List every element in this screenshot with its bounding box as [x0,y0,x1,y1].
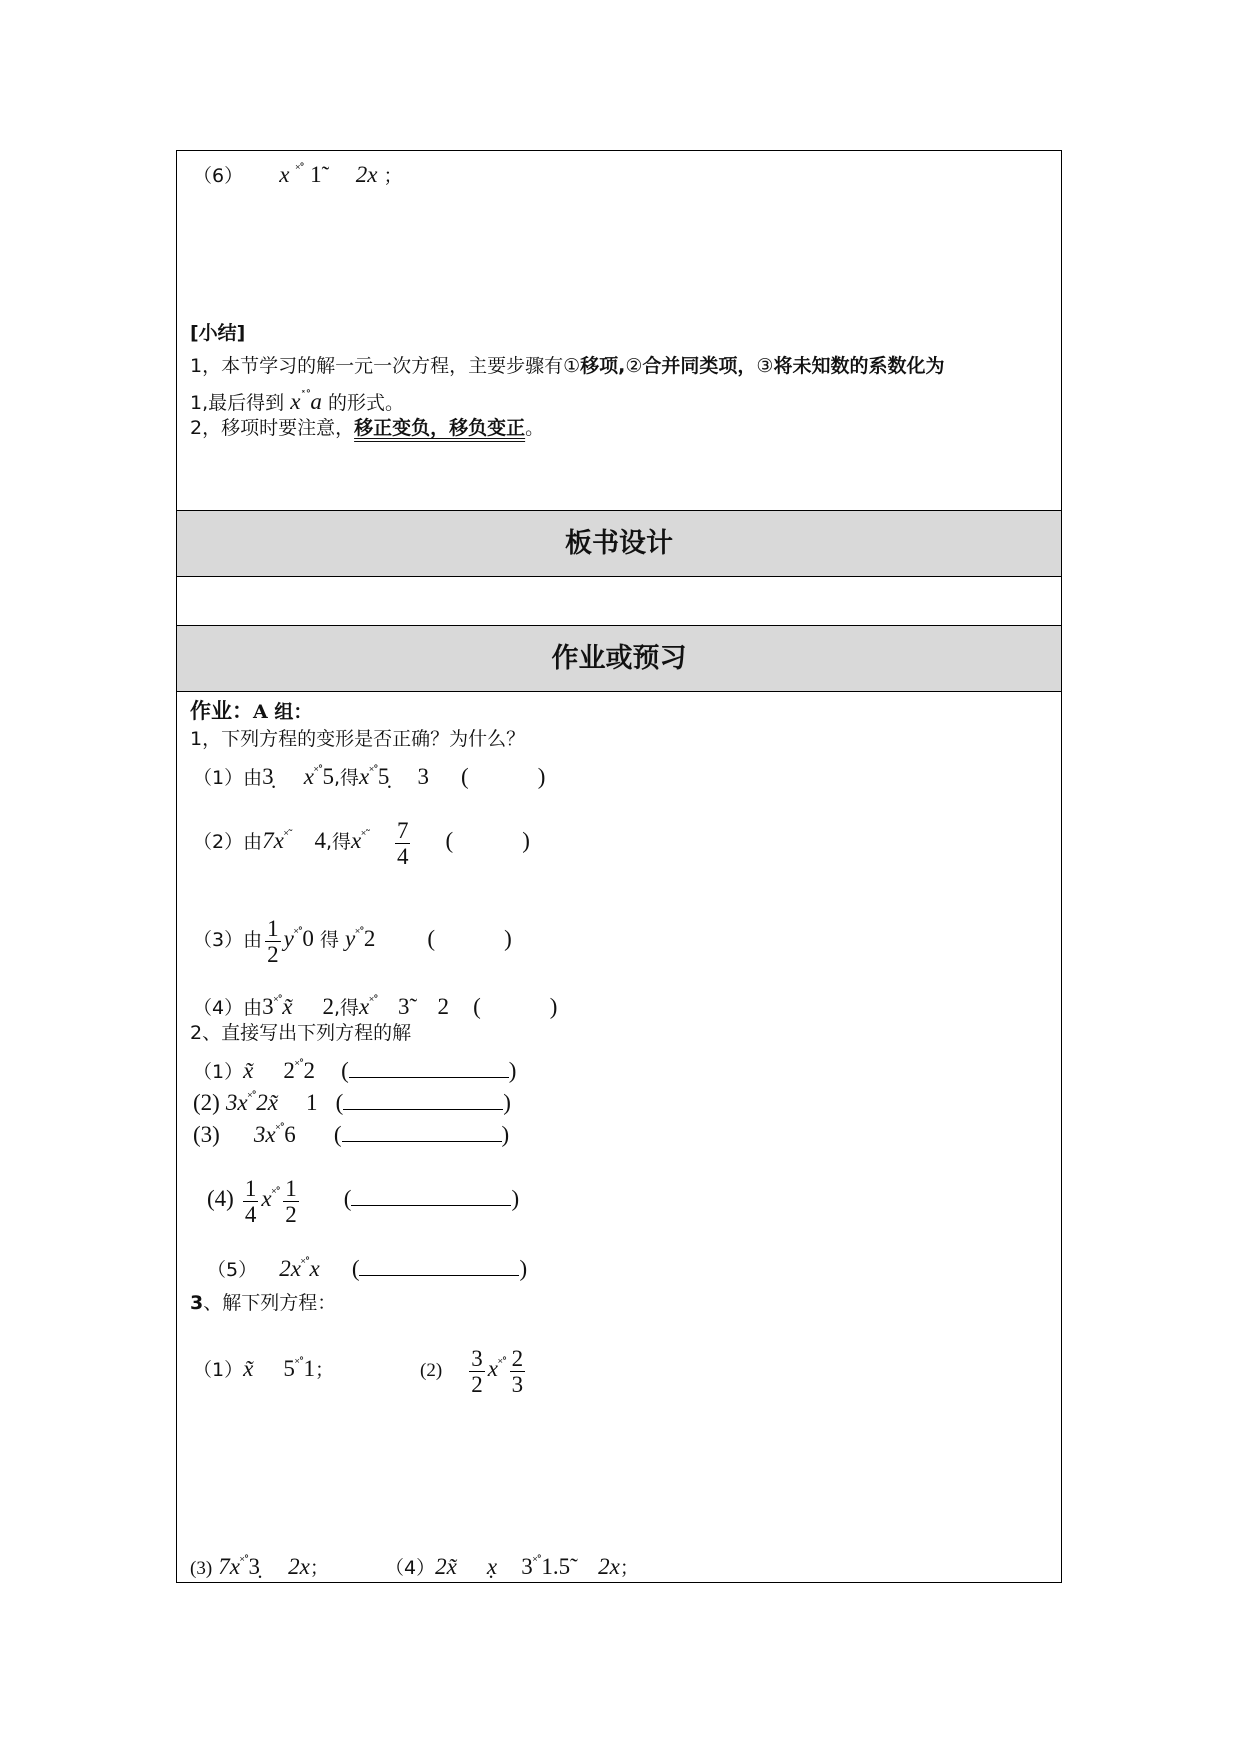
q1-item-4: （4）由3˟˚x̃ 2,得x˟˚ 3̃ 2 ( ) [193,994,558,1019]
fraction: $\frac{3}{2}$ [471,1345,483,1397]
answer-blank[interactable] [351,1189,511,1206]
q1-item-1: （1）由3̣ x˟˚5,得x˟˚5̣ 3 ( ) [193,764,546,789]
rule-highlight: 移正变负，移负变正 [354,417,526,439]
item-label: （6） [193,165,244,187]
answer-paren[interactable]: ( ) [473,994,558,1019]
q2-item-5: （5） 2x˟˚x ( ) [207,1256,528,1281]
section-board-design: 板书设计 [177,511,1061,576]
homework-heading: 作业：A 组： [190,699,313,723]
divider [177,576,1061,577]
answer-paren[interactable]: ( ) [445,828,530,853]
summary-line-2: 1,最后得到 x˟˚a 的形式。 [190,389,404,414]
answer-paren[interactable]: ( ) [461,764,546,789]
fraction: $\frac{7}{4}$ [396,817,409,869]
term: 2x [355,162,378,187]
q1-item-2: （2）由7x˟˜ 4,得x˟˜ $\frac{7}{4}$ ( ) [193,817,530,869]
tail-punct: ； [383,165,403,187]
q2-title: 2、直接写出下列方程的解 [190,1022,412,1044]
summary-line-3: 2，移项时要注意，移正变负，移负变正。 [190,417,545,439]
answer-blank[interactable] [343,1093,503,1110]
section-homework: 作业或预习 [177,626,1061,691]
answer-blank[interactable] [342,1125,502,1142]
q1-title: 1，下列方程的变形是否正确？为什么？ [190,728,526,750]
const: 1̃ [310,162,322,187]
q3-item-3: (3) 7x˟˚3̣ 2x； [190,1554,329,1579]
fraction: $\frac{1}{4}$ [244,1175,257,1227]
q2-item-2: (2) 3x˟˚2x̃ 1 ( ) [193,1090,511,1115]
fraction: $\frac{1}{2}$ [267,915,279,967]
lesson-plan-table [176,150,1062,1583]
equals-glyph: ˟˚ [295,162,305,176]
answer-blank[interactable] [359,1259,519,1276]
q1-item-3: （3）由 $\frac{1}{2}$ y˟˚0 得 y˟˚2 ( ) [193,915,512,967]
answer-blank[interactable] [349,1061,509,1078]
divider [177,691,1061,692]
answer-paren[interactable]: ( ) [427,926,512,951]
q3-item-1: （1）x̃ 5˟˚1； [193,1356,335,1381]
q2-item-3: (3) 3x˟˚6 ( ) [193,1122,510,1147]
summary-line-1: 1，本节学习的解一元一次方程，主要步骤有①移项,②合并同类项，③将未知数的系数化为 [190,355,945,377]
var-x: x [279,162,290,187]
equation-item-6 [193,157,402,188]
q2-item-4: (4) $\frac{1}{4}$ x˟˚ $\frac{1}{2}$ ( ) [207,1175,520,1227]
fraction: $\frac{1}{2}$ [285,1175,297,1227]
q2-item-1: （1）x̃ 2˟˚2 ( ) [193,1058,517,1083]
fraction: $\frac{2}{3}$ [511,1345,524,1397]
q3-item-2: (2) $\frac{3}{2}$ x˟˚ $\frac{2}{3}$ [420,1345,524,1397]
q3-item-4: （4）2x̃ x̣ 3˟˚1.5̃ 2x； [385,1554,639,1579]
q3-title: 3、解下列方程： [190,1292,337,1314]
summary-heading: [小结] [190,322,246,344]
